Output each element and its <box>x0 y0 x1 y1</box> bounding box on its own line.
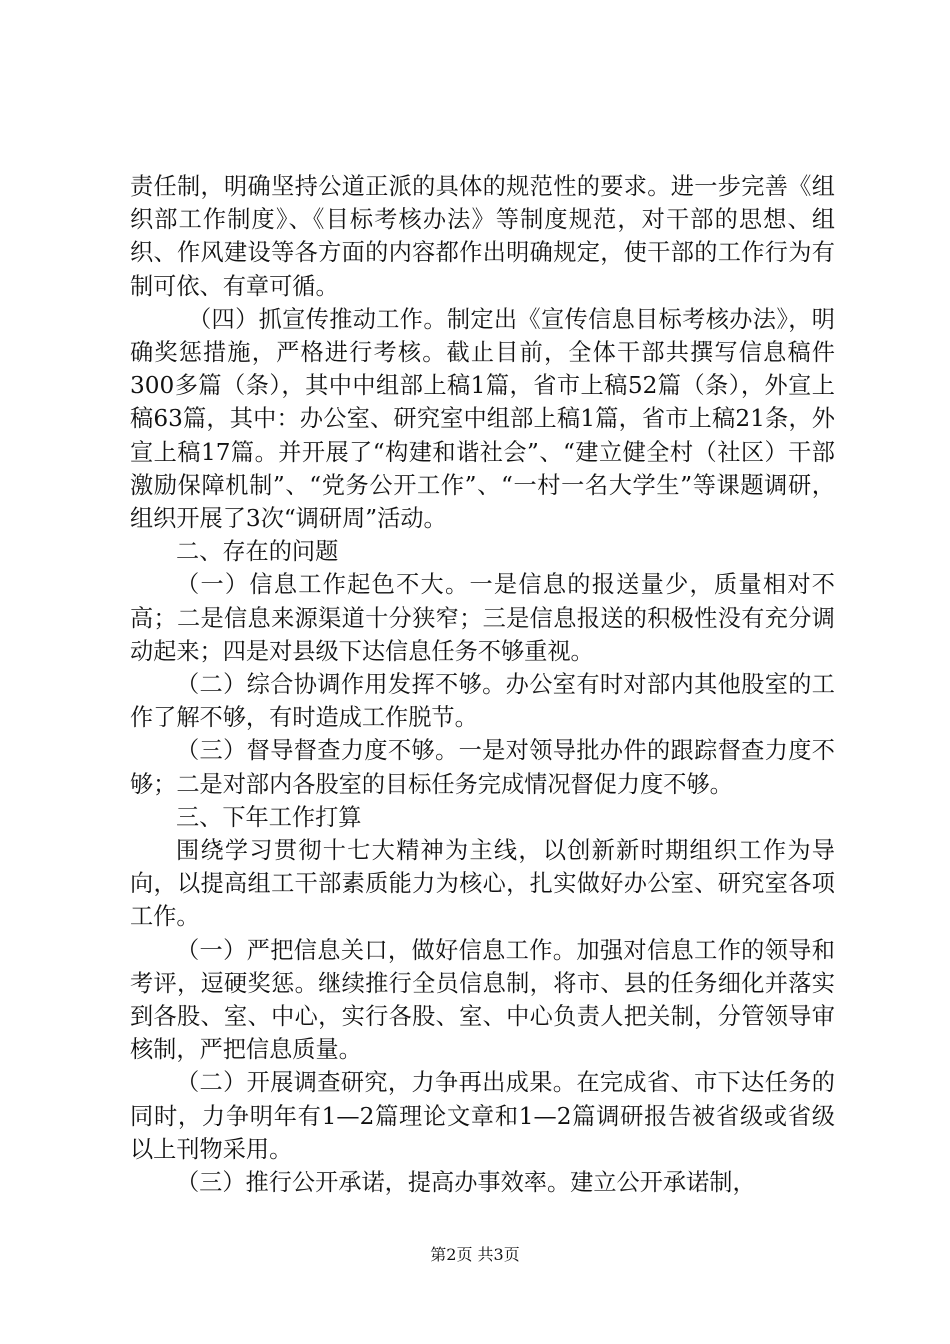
paragraph-plan-2: （二）开展调查研究，力争再出成果。在完成省、市下达任务的同时，力争明年有1—2篇理论文章和1—2篇调研报告被省级或省级以上刊物采用。 <box>130 1069 835 1163</box>
section-heading-problems: 二、存在的问题 <box>176 538 339 566</box>
paragraph-problem-2: （二）综合协调作用发挥不够。办公室有时对部内其他股室的工作了解不够，有时造成工作脱节。 <box>130 671 835 732</box>
paragraph-plan-3: （三）推行公开承诺，提高办事效率。建立公开承诺制， <box>176 1169 756 1197</box>
page-number-footer: 第2页 共3页 <box>430 1245 520 1264</box>
section-heading-plans: 三、下年工作打算 <box>176 803 362 831</box>
paragraph-continued: 责任制，明确坚持公道正派的具体的规范性的要求。进一步完善《组织部工作制度》、《目标考核办法》等制度规范，对干部的思想、组织、作风建设等各方面的内容都作出明确规定，使干部的工作行为有制可依、有章可循。 <box>130 173 835 300</box>
paragraph-plan-1: （一）严把信息关口，做好信息工作。加强对信息工作的领导和考评，逗硬奖惩。继续推行全员信息制，将市、县的任务细化并落实到各股、室、中心，实行各股、室、中心负责人把关制，分管领导审核制，严把信息质量。 <box>130 936 835 1064</box>
paragraph-problem-1: （一）信息工作起色不大。一是信息的报送量少，质量相对不高；二是信息来源渠道十分狭窄；三是信息报送的积极性没有充分调动起来；四是对县级下达信息任务不够重视。 <box>130 571 835 665</box>
paragraph-propaganda: （四）抓宣传推动工作。制定出《宣传信息目标考核办法》，明确奖惩措施，严格进行考核。截止目前，全体干部共撰写信息稿件300多篇（条），其中中组部上稿1篇，省市上稿52篇（条），外宣上稿63篇，其中：办公室、研究室中组部上稿1篇，省市上稿21条，外宣上稿17篇。并开展了“构建和谐社会”、“建立健全村（社区）干部激励保障机制”、“党务公开工作”、“一村一名大学生”等课题调研，组织开展了3次“调研周”活动。 <box>130 305 835 533</box>
paragraph-plan-intro: 围绕学习贯彻十七大精神为主线，以创新新时期组织工作为导向，以提高组工干部素质能力为核心，扎实做好办公室、研究室各项工作。 <box>130 837 835 931</box>
document-body <box>130 170 835 1199</box>
paragraph-problem-3: （三）督导督查力度不够。一是对领导批办件的跟踪督查力度不够；二是对部内各股室的目标任务完成情况督促力度不够。 <box>130 737 835 798</box>
